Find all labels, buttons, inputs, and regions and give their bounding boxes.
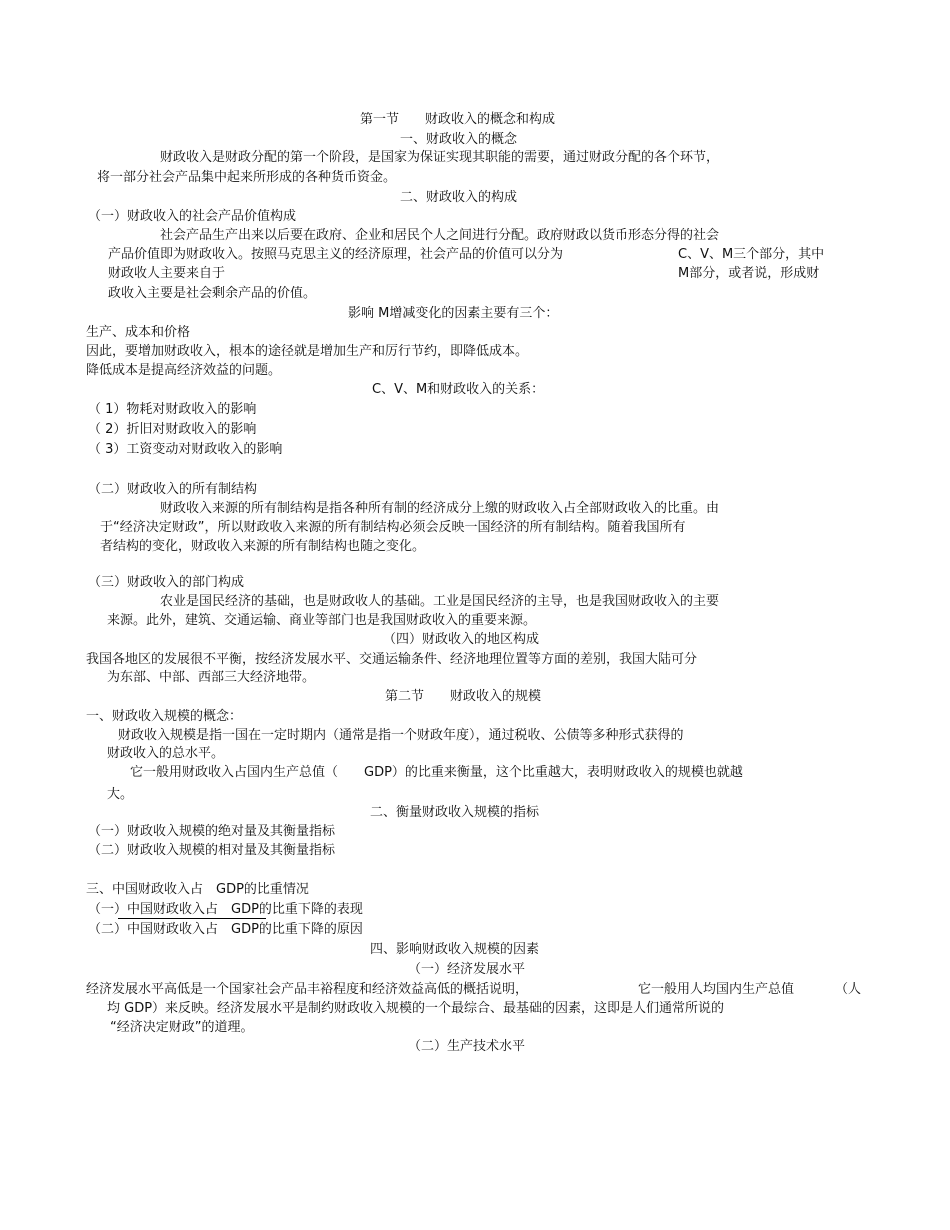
subheading: （二）财政收入的所有制结构 [88, 482, 258, 497]
list-item: （ 1）物耗对财政收入的影响 [88, 402, 257, 417]
subheading: （一）经济发展水平 [408, 962, 526, 977]
paragraph-line: “经济决定财政”的道理。 [110, 1020, 254, 1035]
subheading: （三）财政收入的部门构成 [88, 575, 245, 590]
paragraph-line: M部分，或者说，形成财 [678, 266, 820, 281]
heading: 二、衡量财政收入规模的指标 [370, 805, 540, 820]
text-line: 生产、成本和价格 [86, 325, 191, 340]
heading: 一、财政收入规模的概念： [86, 709, 243, 724]
paragraph-line: 它一般用财政收入占国内生产总值（ GDP）的比重来衡量，这个比重越大，表明财政收入的规模也就越 [130, 765, 743, 780]
heading: 一、财政收入的概念 [400, 132, 518, 147]
paragraph-line: 于“经济决定财政”，所以财政收入来源的所有制结构必须会反映一国经济的所有制结构。随着我国所有 [100, 520, 686, 535]
paragraph-line: 我国各地区的发展很不平衡，按经济发展水平、交通运输条件、经济地理位置等方面的差别，我国大陆可分 [86, 652, 698, 667]
list-item: （ 3）工资变动对财政收入的影响 [88, 442, 283, 457]
paragraph-line: 财政收人主要来自于 [108, 266, 226, 281]
paragraph-line: 将一部分社会产品集中起来所形成的各种货币资金。 [97, 170, 397, 185]
heading: 三、中国财政收入占 GDP的比重情况 [86, 882, 309, 897]
heading: C、V、M和财政收入的关系： [372, 382, 545, 397]
paragraph-line: 财政收入的总水平。 [107, 746, 225, 761]
paragraph-line: 社会产品生产出来以后要在政府、企业和居民个人之间进行分配。政府财政以货币形态分得的社会 [160, 228, 720, 243]
list-item: （二）财政收入规模的相对量及其衡量指标 [88, 843, 336, 858]
subheading: （四）财政收入的地区构成 [383, 632, 540, 647]
list-item: （一）财政收入规模的绝对量及其衡量指标 [88, 824, 336, 839]
paragraph-line: 财政收入是财政分配的第一个阶段，是国家为保证实现其职能的需要，通过财政分配的各个环节， [160, 150, 720, 165]
paragraph-line: 经济发展水平高低是一个国家社会产品丰裕程度和经济效益高低的概括说明， [86, 982, 529, 997]
paragraph-line: 均 GDP）来反映。经济发展水平是制约财政收入规模的一个最综合、最基础的因素，这即是人们通常所说的 [107, 1001, 725, 1016]
paragraph-line: 它一般用人均国内生产总值 [638, 982, 795, 997]
paragraph-line: 者结构的变化，财政收入来源的所有制结构也随之变化。 [100, 539, 426, 554]
paragraph-line: 财政收入规模是指一国在一定时期内（通常是指一个财政年度），通过税收、公债等多种形式获得的 [118, 728, 684, 743]
list-item: （二）中国财政收入占 GDP的比重下降的原因 [88, 922, 363, 937]
paragraph-line: 为东部、中部、西部三大经济地带。 [107, 670, 316, 685]
paragraph-line: 政收入主要是社会剩余产品的价值。 [108, 286, 317, 301]
subheading: （二）生产技术水平 [408, 1039, 526, 1054]
paragraph-line: 来源。此外，建筑、交通运输、商业等部门也是我国财政收入的重要来源。 [107, 613, 537, 628]
heading: 四、影响财政收入规模的因素 [370, 942, 540, 957]
heading: 影响 M增减变化的因素主要有三个： [348, 306, 559, 321]
subheading: （一）财政收入的社会产品价值构成 [88, 209, 297, 224]
paragraph-line: 大。 [107, 787, 134, 802]
heading: 二、财政收入的构成 [400, 190, 518, 205]
underline [118, 918, 266, 919]
paragraph-line: 财政收入来源的所有制结构是指各种所有制的经济成分上缴的财政收入占全部财政收入的比重。由 [160, 501, 720, 516]
section-title: 第二节 财政收入的规模 [385, 689, 542, 704]
list-item: （ 2）折旧对财政收入的影响 [88, 422, 257, 437]
section-title: 第一节 财政收入的概念和构成 [360, 112, 556, 127]
paragraph-line: C、V、M三个部分，其中 [678, 247, 825, 262]
paragraph-line: （人 [835, 982, 862, 997]
paragraph-line: 产品价值即为财政收入。按照马克思主义的经济原理，社会产品的价值可以分为 [108, 247, 564, 262]
text-line: 因此，要增加财政收入，根本的途径就是增加生产和厉行节约，即降低成本。 [86, 344, 529, 359]
paragraph-line: 农业是国民经济的基础，也是财政收人的基础。工业是国民经济的主导，也是我国财政收入的主要 [160, 594, 720, 609]
list-item: （一）中国财政收入占 GDP的比重下降的表现 [88, 902, 363, 917]
text-line: 降低成本是提高经济效益的问题。 [86, 363, 282, 378]
